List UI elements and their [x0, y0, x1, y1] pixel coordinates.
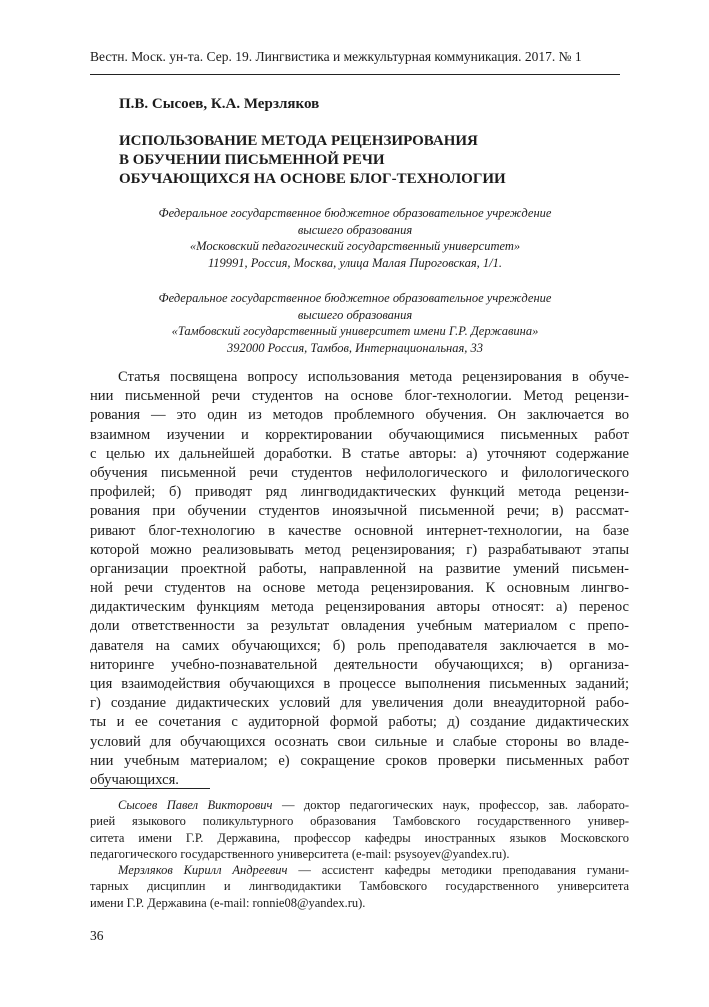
title-line: В ОБУЧЕНИИ ПИСЬМЕННОЙ РЕЧИ — [119, 152, 385, 168]
footnote-line: тарных дисциплин и лингводидактики Тамбовского государственного университета — [90, 879, 629, 894]
footnote-1-first-line — [90, 797, 629, 813]
abstract-line: нии письменной речи студентов на основе блог-технологии. Метод рецензи- — [90, 388, 629, 405]
abstract-line: рования — это один из методов проблемного обучения. Он заключается во — [90, 407, 629, 424]
affiliation-line: Федеральное государственное бюджетное образовательное учреждение — [158, 291, 552, 305]
abstract-line: обучающихся. — [90, 771, 179, 788]
abstract-line: с целью их дальнейшей доработки. В статье авторы: а) уточняют содержание — [90, 445, 629, 462]
affiliation-line: высшего образования — [297, 307, 413, 322]
abstract-line: доли ответственности за результат овладения учебным материалом с препо- — [90, 618, 629, 635]
abstract — [90, 368, 629, 790]
title-line: ИСПОЛЬЗОВАНИЕ МЕТОДА РЕЦЕНЗИРОВАНИЯ — [119, 133, 478, 149]
page-number: 36 — [90, 928, 104, 943]
abstract-line: условий для обучающихся осознать свои сильные и слабые стороны во владе- — [90, 733, 629, 750]
footnote-line: рией языкового поликультурного образования Тамбовского государственного универ- — [90, 814, 629, 829]
affiliation-line: высшего образования — [297, 222, 413, 237]
footnote-1-author-name: Сысоев Павел Викторович — [118, 798, 273, 812]
article-title — [119, 132, 619, 189]
affiliation-line: 392000 Россия, Тамбов, Интернациональная, 33 — [226, 340, 484, 355]
abstract-line: Статья посвящена вопросу использования метода рецензирования в обуче- — [118, 369, 629, 385]
abstract-line: обучения письменной речи студентов нефилологического и филологического — [90, 464, 629, 481]
affiliation-line: Федеральное государственное бюджетное образовательное учреждение — [158, 206, 552, 220]
footnote-line: имени Г.Р. Державина (e-mail: ronnie08@yandex.ru). — [90, 895, 366, 910]
footnote-2-author-name: Мерзляков Кирилл Андреевич — [118, 863, 288, 878]
abstract-line: давателя на самих обучающихся; б) роль преподавателя заключается в мо- — [90, 637, 629, 654]
abstract-line: ция взаимодействия обучающихся в процессе выполнения письменных заданий; — [90, 676, 629, 692]
authors: П.В. Сысоев, К.А. Мерзляков — [119, 96, 320, 112]
footnote-line: педагогического государственного университета (e-mail: psysoyev@yandex.ru). — [90, 846, 510, 861]
abstract-line: которой можно реализовывать метод рецензирования; г) разрабатывают этапы — [90, 541, 629, 558]
abstract-line: взаимном изучении и корректировании обучающимися письменных работ — [90, 426, 629, 443]
title-line: ОБУЧАЮЩИХСЯ НА ОСНОВЕ БЛОГ-ТЕХНОЛОГИИ — [119, 171, 506, 187]
abstract-line: ной речи студентов на основе метода рецензирования. К основным лингво- — [90, 580, 629, 597]
footnote-1-text: — доктор педагогических наук, профессор, зав. лаборато- — [272, 798, 630, 812]
affiliation-line: «Тамбовский государственный университет имени Г.Р. Державина» — [171, 324, 539, 338]
header-rule — [90, 74, 620, 75]
footnote-line: ситета имени Г.Р. Державина, профессор кафедры иностранных языков Московского — [90, 830, 629, 845]
abstract-line: рования при обучении студентов иноязычной письменной речи; в) рассмат- — [90, 503, 629, 520]
affiliation-1 — [90, 205, 620, 271]
footnote-rule — [90, 788, 210, 789]
abstract-line: г) создание дидактических условий для увеличения доли внеаудиторной рабо- — [90, 695, 629, 712]
abstract-line: ниторинге учебно-познавательной деятельности обучающихся; в) организа- — [90, 656, 629, 673]
abstract-line: организации проектной работы, направленной на развитие умений письмен- — [90, 560, 629, 577]
abstract-line: ты и ее сочетания с аудиторной формой работы; д) создание дидактических — [90, 714, 629, 731]
abstract-line: нии учебным материалом; е) сокращение сроков проверки письменных работ — [90, 752, 629, 769]
affiliation-2 — [90, 290, 620, 356]
abstract-line: дидактическим функциям метода рецензирования авторы относят: а) перенос — [90, 599, 629, 616]
footnotes — [90, 797, 629, 911]
affiliation-line: 119991, Россия, Москва, улица Малая Пироговская, 1/1. — [207, 255, 502, 270]
footnote-2-text: — ассистент кафедры методики преподавания гумани- — [287, 863, 629, 878]
journal-header: Вестн. Моск. ун-та. Сер. 19. Лингвистика и межкультурная коммуникация. 2017. № 1 — [90, 49, 582, 64]
footnote-2-first-line — [90, 862, 629, 878]
abstract-line: профилей; б) приводят ряд лингводидактических функций метода рецензи- — [90, 484, 629, 501]
abstract-line: ривают блог-технологию в качестве основной интернет-технологии, на базе — [90, 522, 629, 539]
affiliation-line: «Московский педагогический государственный университет» — [189, 239, 521, 253]
